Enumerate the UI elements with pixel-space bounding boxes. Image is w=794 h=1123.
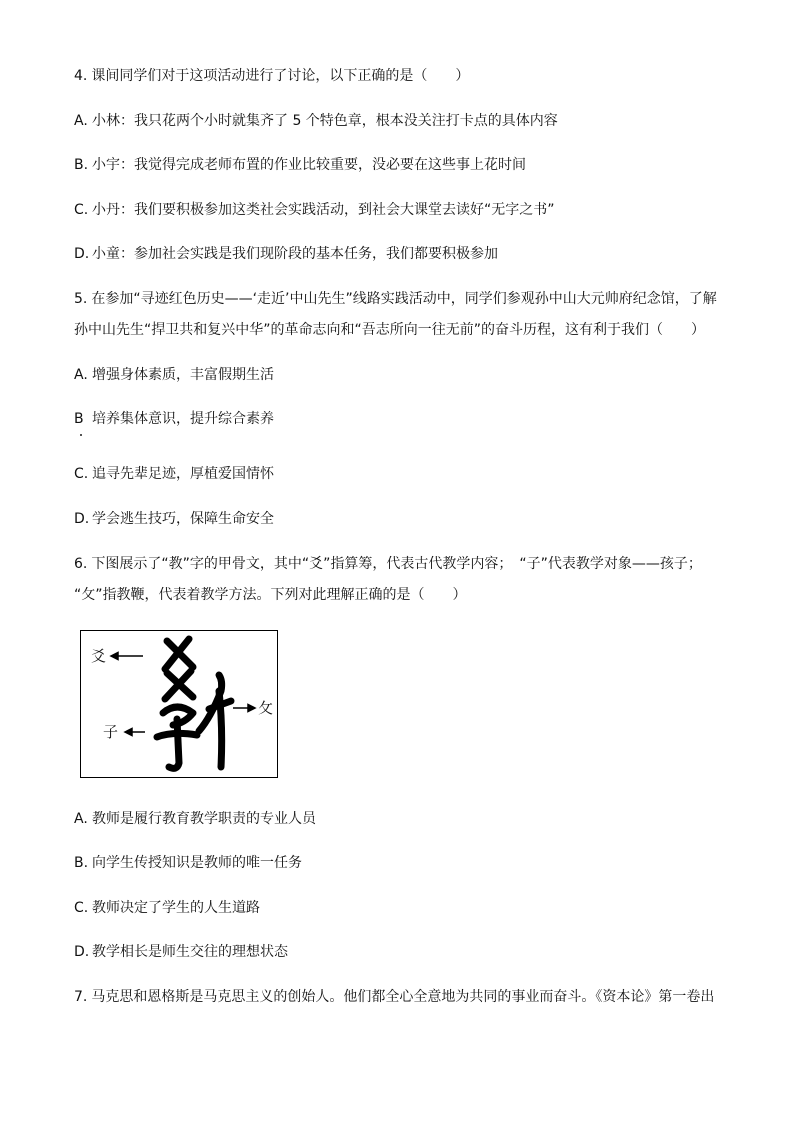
question-text: “攵”指教鞭，代表着教学方法。下列对此理解正确的是（ ） (74, 587, 467, 603)
option-text: 小林：我只花两个小时就集齐了 5 个特色章，根本没关注打卡点的具体内容 (92, 113, 558, 129)
option-text: 追寻先辈足迹，厚植爱国情怀 (92, 466, 274, 482)
option-6c[interactable] (74, 898, 260, 918)
option-letter: B. (74, 855, 89, 871)
option-text: 培养集体意识，提升综合素养 (92, 411, 274, 427)
option-text: 教学相长是师生交往的理想状态 (92, 944, 288, 960)
option-text: 增强身体素质，丰富假期生活 (92, 367, 274, 383)
question-number: 4. (74, 68, 88, 84)
question-5-stem-line-1 (74, 289, 717, 309)
option-text: 小童：参加社会实践是我们现阶段的基本任务，我们都要积极参加 (92, 246, 498, 262)
option-5c[interactable] (74, 464, 274, 484)
option-5d[interactable] (74, 509, 274, 529)
question-6-stem-line-2 (74, 585, 467, 605)
option-letter: B. (74, 157, 89, 173)
question-number: 6. (74, 556, 88, 572)
option-6a[interactable] (74, 809, 316, 829)
option-5b[interactable] (74, 409, 274, 429)
question-number: 5. (74, 291, 88, 307)
option-letter: B (74, 411, 84, 427)
question-6-stem-line-1 (74, 554, 702, 574)
question-text: 在参加“寻迹红色历史——‘走近’中山先生”线路实践活动中，同学们参观孙中山大元帅府纪念馆，了解 (91, 291, 717, 307)
label-zi: 子 (103, 723, 119, 741)
question-7-stem (74, 987, 714, 1007)
oracle-bone-figure (80, 630, 278, 778)
option-letter: C. (74, 466, 89, 482)
option-letter: A. (74, 811, 88, 827)
question-text: 课间同学们对于这项活动进行了讨论，以下正确的是（ ） (91, 68, 470, 84)
question-text: 马克思和恩格斯是马克思主义的创始人。他们都全心全意地为共同的事业而奋斗。《资本论》第一卷出 (91, 989, 715, 1005)
question-4-stem (74, 66, 469, 86)
option-letter: A. (74, 113, 88, 129)
option-letter: C. (74, 202, 89, 218)
option-4c[interactable] (74, 200, 555, 220)
option-5a[interactable] (74, 365, 274, 385)
option-4b[interactable] (74, 155, 526, 175)
option-letter: C. (74, 900, 89, 916)
label-pu: 攵 (258, 699, 274, 717)
option-text: 学会逃生技巧，保障生命安全 (92, 511, 274, 527)
stray-dot (80, 434, 82, 436)
option-text: 小丹：我们要积极参加这类社会实践活动，到社会大课堂去读好“无字之书” (92, 202, 555, 218)
option-4a[interactable] (74, 111, 558, 131)
question-text: 孙中山先生“捍卫共和复兴中华”的革命志向和“吾志所向一往无前”的奋斗历程，这有利于我们（ ） (74, 322, 706, 338)
question-number: 7. (74, 989, 88, 1005)
question-text: 下图展示了“教”字的甲骨文，其中“爻”指算筹，代表古代教学内容； “子”代表教学对象——孩子； (91, 556, 702, 572)
option-text: 小宇：我觉得完成老师布置的作业比较重要，没必要在这些事上花时间 (92, 157, 526, 173)
option-letter: D. (74, 246, 90, 262)
option-6d[interactable] (74, 942, 288, 962)
question-5-stem-line-2 (74, 320, 705, 340)
option-text: 教师是履行教育教学职责的专业人员 (92, 811, 316, 827)
option-6b[interactable] (74, 853, 302, 873)
option-text: 教师决定了学生的人生道路 (92, 900, 260, 916)
option-4d[interactable] (74, 244, 498, 264)
option-letter: D. (74, 511, 90, 527)
option-letter: A. (74, 367, 88, 383)
option-text: 向学生传授知识是教师的唯一任务 (92, 855, 302, 871)
oracle-bone-jiao-glyph (81, 631, 279, 779)
label-yao: 爻 (91, 647, 107, 665)
option-letter: D. (74, 944, 90, 960)
